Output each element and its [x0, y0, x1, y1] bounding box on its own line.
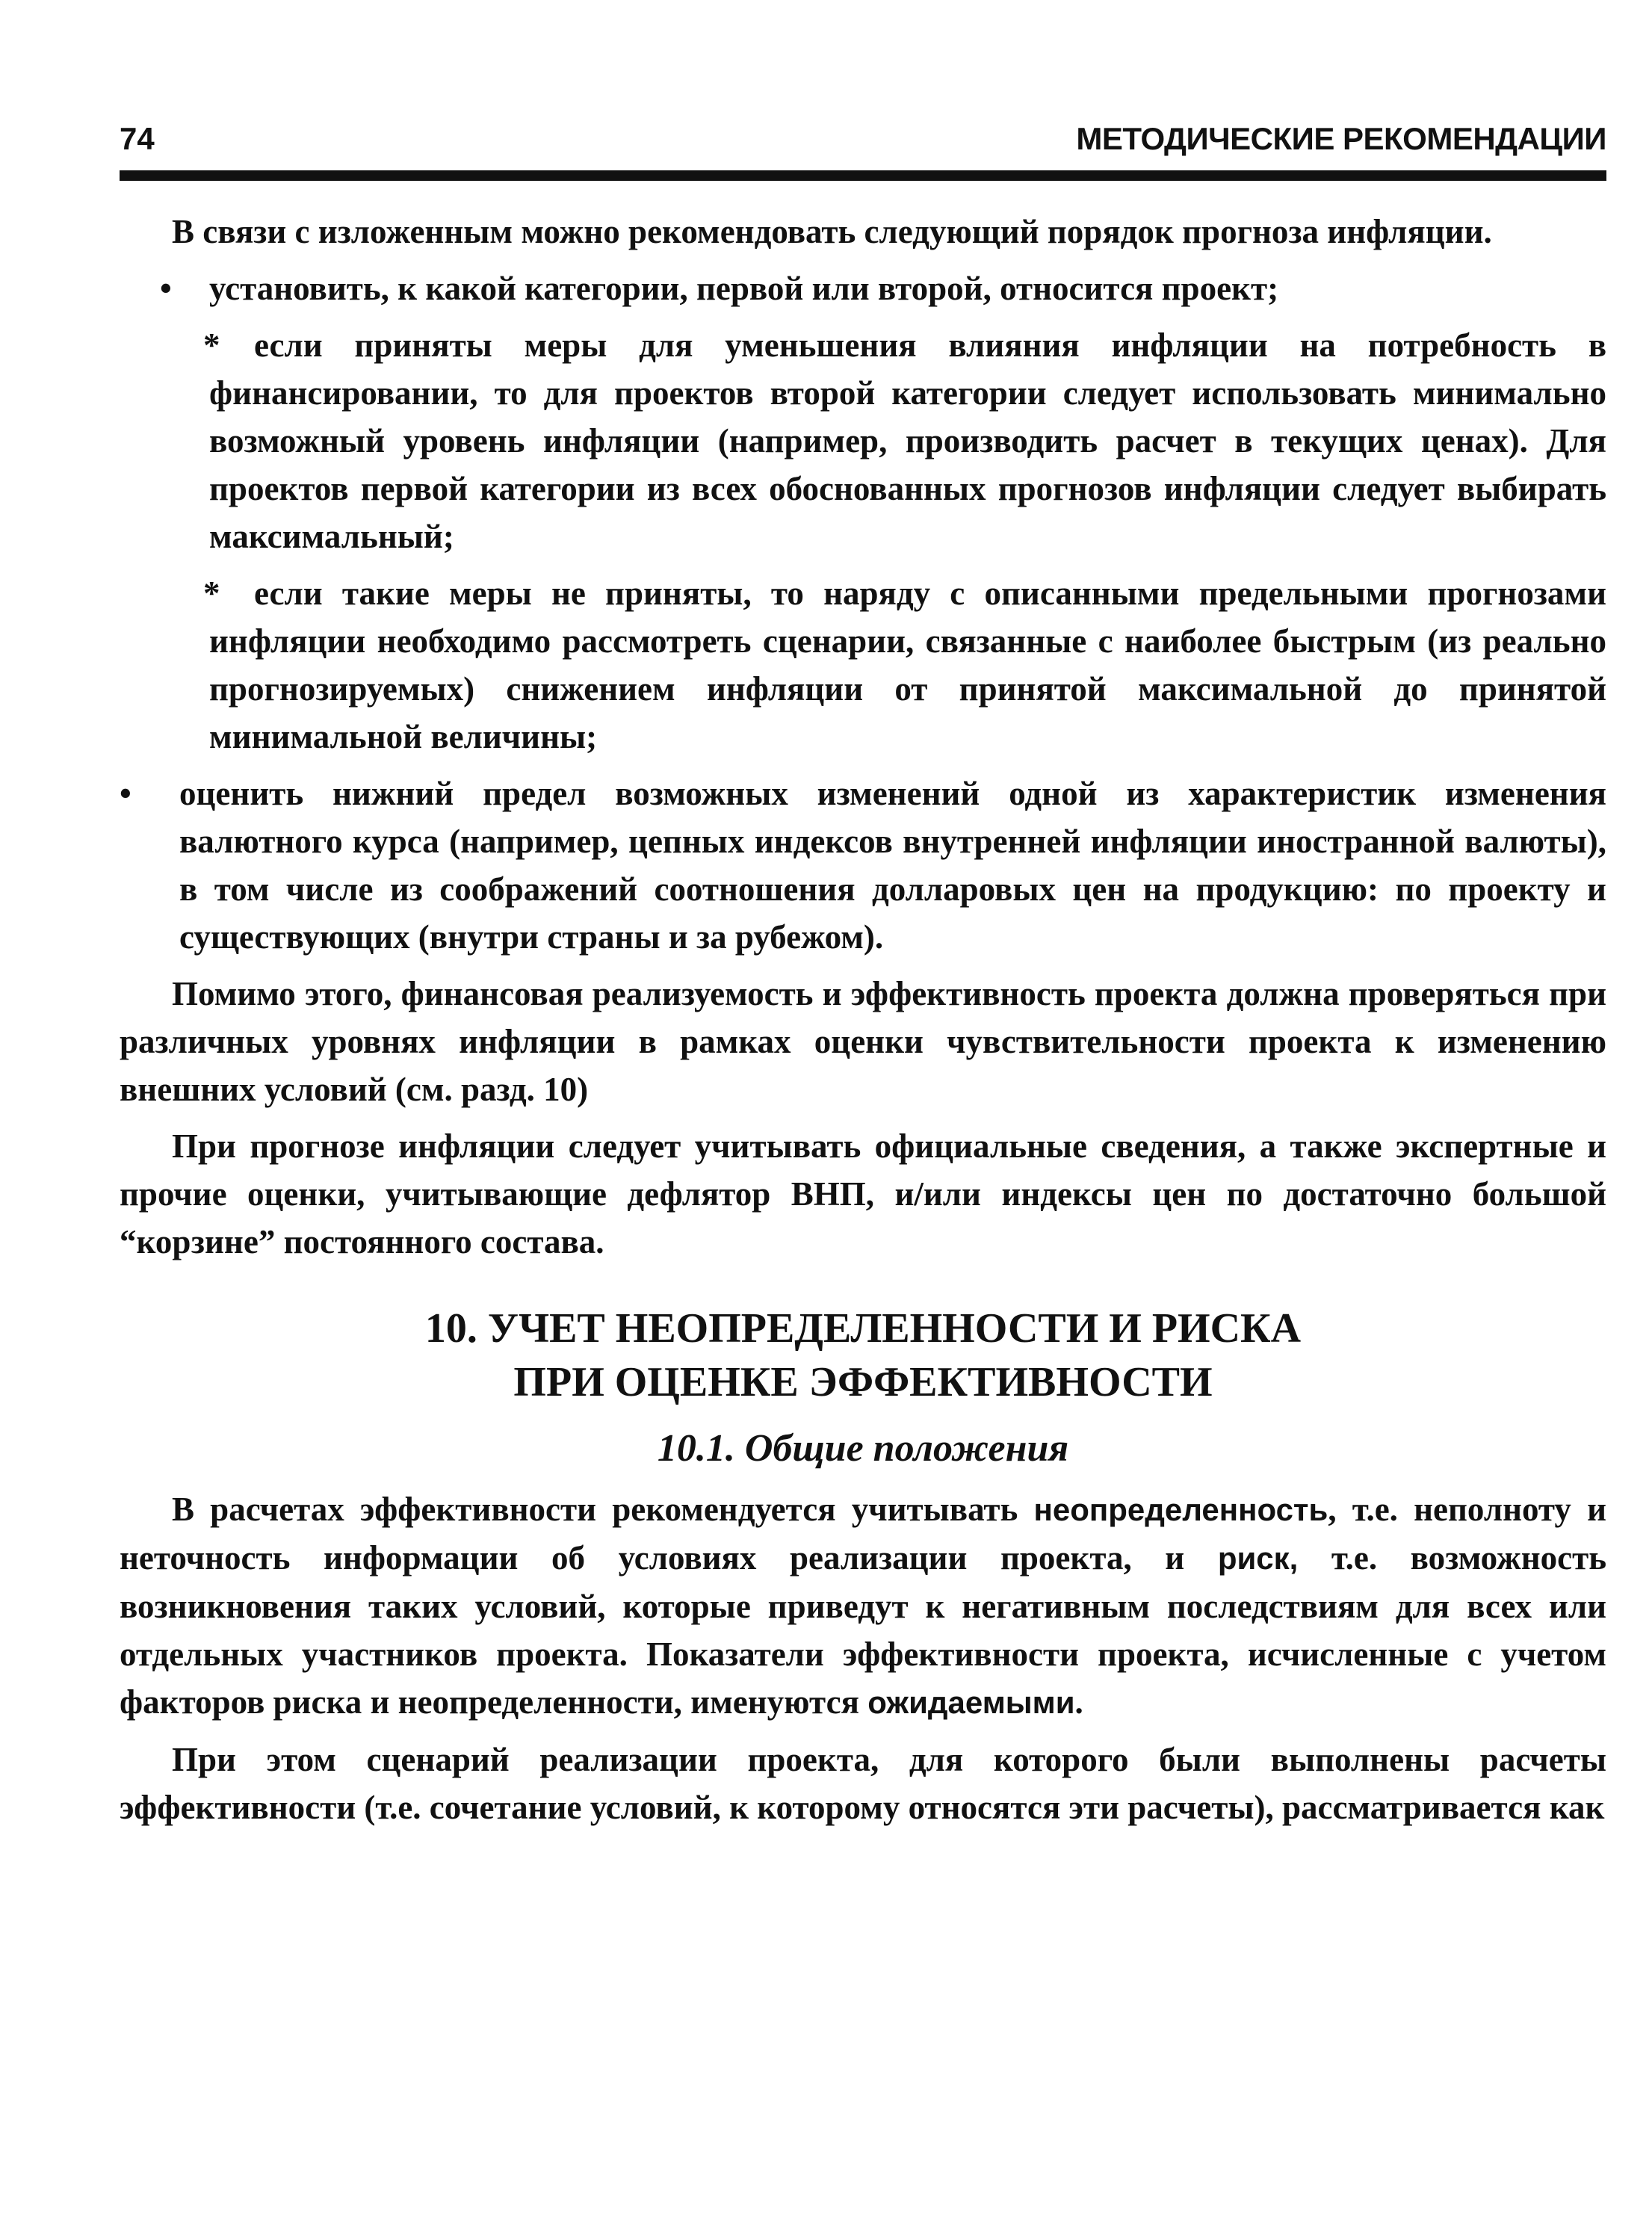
bullet-item-category — [120, 264, 1606, 312]
paragraph-official-data: При прогнозе инфляции следует учитывать официальные сведения, а также экспертные и прочие оценки, учитывающие дефлятор ВНП, и/или индексы цен по достаточно большой “корзине” постоянного состава. — [120, 1127, 1606, 1260]
bullet-text: установить, к какой категории, первой или второй, относится проект; — [209, 270, 1279, 307]
bullet-text: оценить нижний предел возможных изменений одной из характеристик изменения валютного курса (например, цепных индексов внутренней инфляции иностранной валюты), в том числе из соображений соотношения долларовых цен на продукцию: по проекту и существующих (внутри страны и за рубежом). — [179, 775, 1606, 956]
running-header — [120, 112, 1606, 166]
text-run: В расчетах эффективности рекомендуется учитывать — [172, 1491, 1034, 1528]
text-run: . — [1074, 1683, 1083, 1721]
section-heading-line-1: 10. УЧЕТ НЕОПРЕДЕЛЕННОСТИ И РИСКА — [424, 1305, 1302, 1352]
paragraph-sensitivity: Помимо этого, финансовая реализуемость и эффективность проекта должна проверяться при различных уровнях инфляции в рамках оценки чувствительности проекта к изменению внешних условий (см. разд. 10) — [120, 975, 1606, 1108]
page-content — [120, 208, 1606, 1831]
term-expected: ожидаемыми — [867, 1685, 1075, 1720]
asterisk-marker: * — [203, 327, 220, 364]
text-run: т.е. возможность возникновения таких условий, которые приведут к негативным последствиям для всех или отдельных участников проекта. Показатели эффективности проекта, исчисленные с учетом факторов риска и неопределенности, именуются — [120, 1539, 1606, 1721]
paragraph-uncertainty-risk — [120, 1485, 1606, 1727]
bullet-marker: • — [120, 775, 132, 812]
sub-item-text: если такие меры не приняты, то наряду с описанными предельными прогнозами инфляции необходимо рассмотреть сценарии, связанные с наиболее быстрым (из реально прогнозируемых) снижением инфляции от принятой максимальной до принятой минимальной величины; — [209, 575, 1606, 755]
term-risk: риск, — [1217, 1541, 1299, 1576]
bullet-item-exchange-rate — [120, 770, 1606, 961]
document-page — [120, 112, 1606, 2189]
sub-item-measures-taken — [120, 321, 1606, 560]
subsection-heading: 10.1. Общие положения — [657, 1427, 1069, 1470]
text-run: , т.е. неполноту и неточность информации об условиях реализации проекта, и — [120, 1491, 1606, 1577]
section-heading — [120, 1302, 1606, 1409]
bullet-marker: • — [160, 270, 172, 307]
paragraph-scenario: При этом сценарий реализации проекта, для которого были выполнены расчеты эффективности (т.е. сочетание условий, к которому относятся эти расчеты), рассматривается как — [120, 1741, 1606, 1826]
header-rule — [120, 170, 1606, 181]
intro-paragraph: В связи с изложенным можно рекомендовать следующий порядок прогноза инфляции. — [172, 213, 1492, 250]
sub-item-text: если приняты меры для уменьшения влияния инфляции на потребность в финансировании, то для проектов второй категории следует использовать минимально возможный уровень инфляции (например, производить расчет в текущих ценах). Для проектов первой категории из всех обоснованных прогнозов инфляции следует выбирать максимальный; — [209, 327, 1606, 555]
sub-item-measures-not-taken — [120, 569, 1606, 761]
asterisk-marker: * — [203, 575, 220, 612]
term-uncertainty: неопределенность — [1033, 1492, 1328, 1527]
page-number: 74 — [120, 121, 155, 156]
running-title: МЕТОДИЧЕСКИЕ РЕКОМЕНДАЦИИ — [1076, 121, 1606, 156]
section-heading-line-2: ПРИ ОЦЕНКЕ ЭФФЕКТИВНОСТИ — [513, 1359, 1213, 1405]
